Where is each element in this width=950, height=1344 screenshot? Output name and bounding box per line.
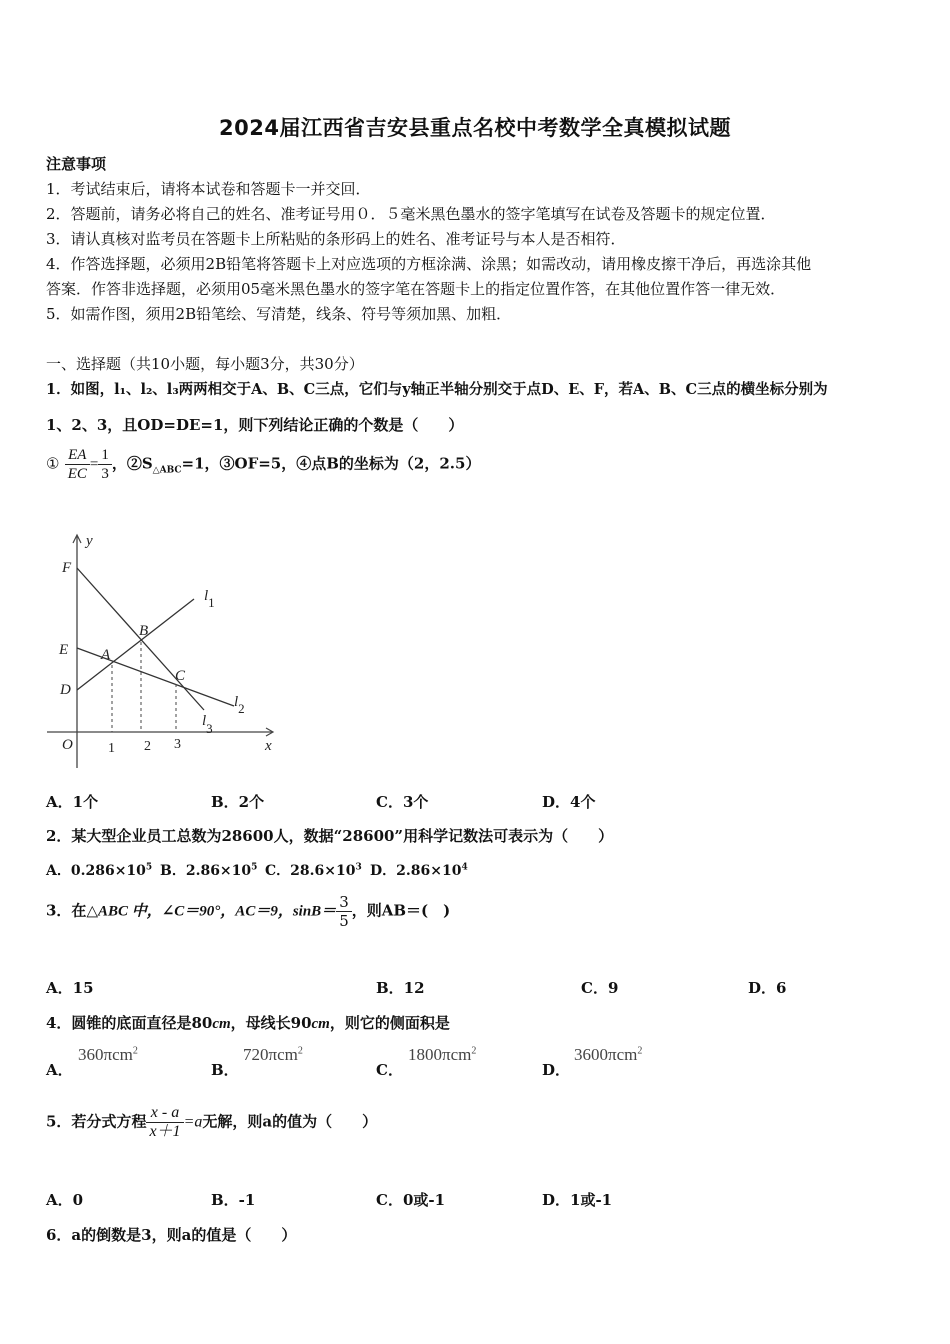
- q4-option-c-label[interactable]: C．: [376, 1061, 403, 1079]
- label-c: C: [175, 668, 186, 684]
- q4-option-d-expr: 3600πcm$^2$: [574, 1045, 643, 1064]
- q3-option-b[interactable]: B．12: [376, 979, 425, 997]
- q1-option-a[interactable]: A．1个: [46, 793, 99, 811]
- q5-option-d[interactable]: D．1或-1: [542, 1191, 613, 1209]
- q4-option-a-label[interactable]: A．: [46, 1061, 73, 1079]
- q4-option-a-expr: 360πcm$^2$: [78, 1045, 138, 1064]
- label-b: B: [139, 623, 149, 639]
- label-l2: l2: [234, 694, 245, 716]
- q1-conditions: ① $\frac{EA}{EC}$ = $\frac{1}{3}$ ，$②S_{\triangle ABC}=1$，③OF=5，④点B的坐标为（2，2.5）: [46, 447, 481, 482]
- notice-item: 2．答题前，请务必将自己的姓名、准考证号用０．５毫米黑色墨水的签字笔填写在试卷及答题卡的规定位置．: [46, 205, 776, 223]
- label-e: E: [59, 642, 69, 658]
- q3-stem: 3．在△ABC 中，∠C＝90°，AC＝9，sinB＝ $\frac{3}{5}$ ，则AB＝( ): [46, 893, 451, 930]
- label-x: x: [265, 738, 272, 754]
- tick-1: 1: [108, 741, 115, 756]
- notice-item: 答案．作答非选择题，必须用05毫米黑色墨水的签字笔在答题卡上的指定位置作答，在其他位置作答一律无效．: [46, 280, 786, 298]
- q1-option-c[interactable]: C．3个: [376, 793, 429, 811]
- notice-item: 3．请认真核对监考员在答题卡上所粘贴的条形码上的姓名、准考证号与本人是否相符．: [46, 230, 626, 248]
- q5-option-a[interactable]: A．0: [46, 1191, 84, 1209]
- q3-option-d[interactable]: D．6: [748, 979, 787, 997]
- q5-fraction: $\frac{x - a}{x+1}$: [146, 1104, 183, 1141]
- label-l1: l1: [204, 588, 215, 610]
- label-l3: l3: [202, 713, 213, 736]
- label-y: y: [86, 533, 93, 549]
- q1-fraction-one-third: $\frac{1}{3}$: [98, 446, 112, 483]
- q2-option-b[interactable]: B．$2.86\times 10^5$: [160, 862, 258, 879]
- tick-2: 2: [144, 739, 151, 754]
- q5-stem: 5．若分式方程 $\frac{x - a}{x+1}$ =a无解，则a的值为（ ）: [46, 1104, 378, 1140]
- q5-option-c[interactable]: C．0或-1: [376, 1191, 446, 1209]
- q1-coordinate-figure: [44, 528, 282, 772]
- notice-item: 5．如需作图，须用2B铅笔绘、写清楚，线条、符号等须加黑、加粗．: [46, 305, 512, 323]
- section-heading: 一、选择题（共10小题，每小题3分，共30分）: [46, 355, 364, 373]
- label-d: D: [60, 682, 71, 698]
- label-a: A: [101, 647, 111, 663]
- notice-item: 1．考试结束后，请将本试卷和答题卡一并交回．: [46, 180, 371, 198]
- q1-stem-line1: 1．如图，l₁、l₂、l₃两两相交于A、B、C三点，它们与y轴正半轴分别交于点D、E、F，若A、B、C三点的横坐标分别为: [46, 381, 828, 398]
- notice-item: 4．作答选择题，必须用2B铅笔将答题卡上对应选项的方框涂满、涂黑；如需改动，请用橡皮擦干净后，再选涂其他: [46, 255, 812, 273]
- circled-1: ①: [46, 454, 60, 473]
- q4-option-c-expr: 1800πcm$^2$: [408, 1045, 477, 1064]
- q4-stem: 4．圆锥的底面直径是80cm，母线长90cm，则它的侧面积是: [46, 1014, 450, 1032]
- q2-stem: 2．某大型企业员工总数为28600人，数据“28600”用科学记数法可表示为（ ）: [46, 827, 614, 845]
- q3-option-c[interactable]: C．9: [581, 979, 619, 997]
- q4-option-d-label[interactable]: D．: [542, 1061, 571, 1079]
- q3-option-a[interactable]: A．15: [46, 979, 94, 997]
- tick-3: 3: [174, 737, 181, 752]
- q1-option-d[interactable]: D．4个: [542, 793, 596, 811]
- line-l3: [77, 568, 204, 710]
- q4-option-b-expr: 720πcm$^2$: [243, 1045, 303, 1064]
- q3-fraction: $\frac{3}{5}$: [336, 893, 352, 930]
- q6-stem: 6．a的倒数是3，则a的值是（ ）: [46, 1226, 297, 1244]
- notice-heading: 注意事项: [46, 155, 107, 173]
- label-origin: O: [62, 737, 73, 753]
- q5-option-b[interactable]: B．-1: [211, 1191, 256, 1209]
- q2-option-a[interactable]: A．$0.286\times 10^5$: [46, 862, 153, 879]
- q1-fraction-ea-ec: $\frac{EA}{EC}$: [65, 446, 90, 483]
- q1-option-b[interactable]: B．2个: [211, 793, 265, 811]
- q2-option-d[interactable]: D．$2.86\times 10^4$: [370, 862, 468, 879]
- q1-stem-line2: 1、2、3，且OD=DE=1，则下列结论正确的个数是（ ）: [46, 416, 464, 434]
- label-f: F: [62, 560, 72, 576]
- q4-option-b-label[interactable]: B．: [211, 1061, 239, 1079]
- q2-option-c[interactable]: C．$28.6\times 10^3$: [265, 862, 362, 879]
- page-title: 2024届江西省吉安县重点名校中考数学全真模拟试题: [219, 116, 731, 140]
